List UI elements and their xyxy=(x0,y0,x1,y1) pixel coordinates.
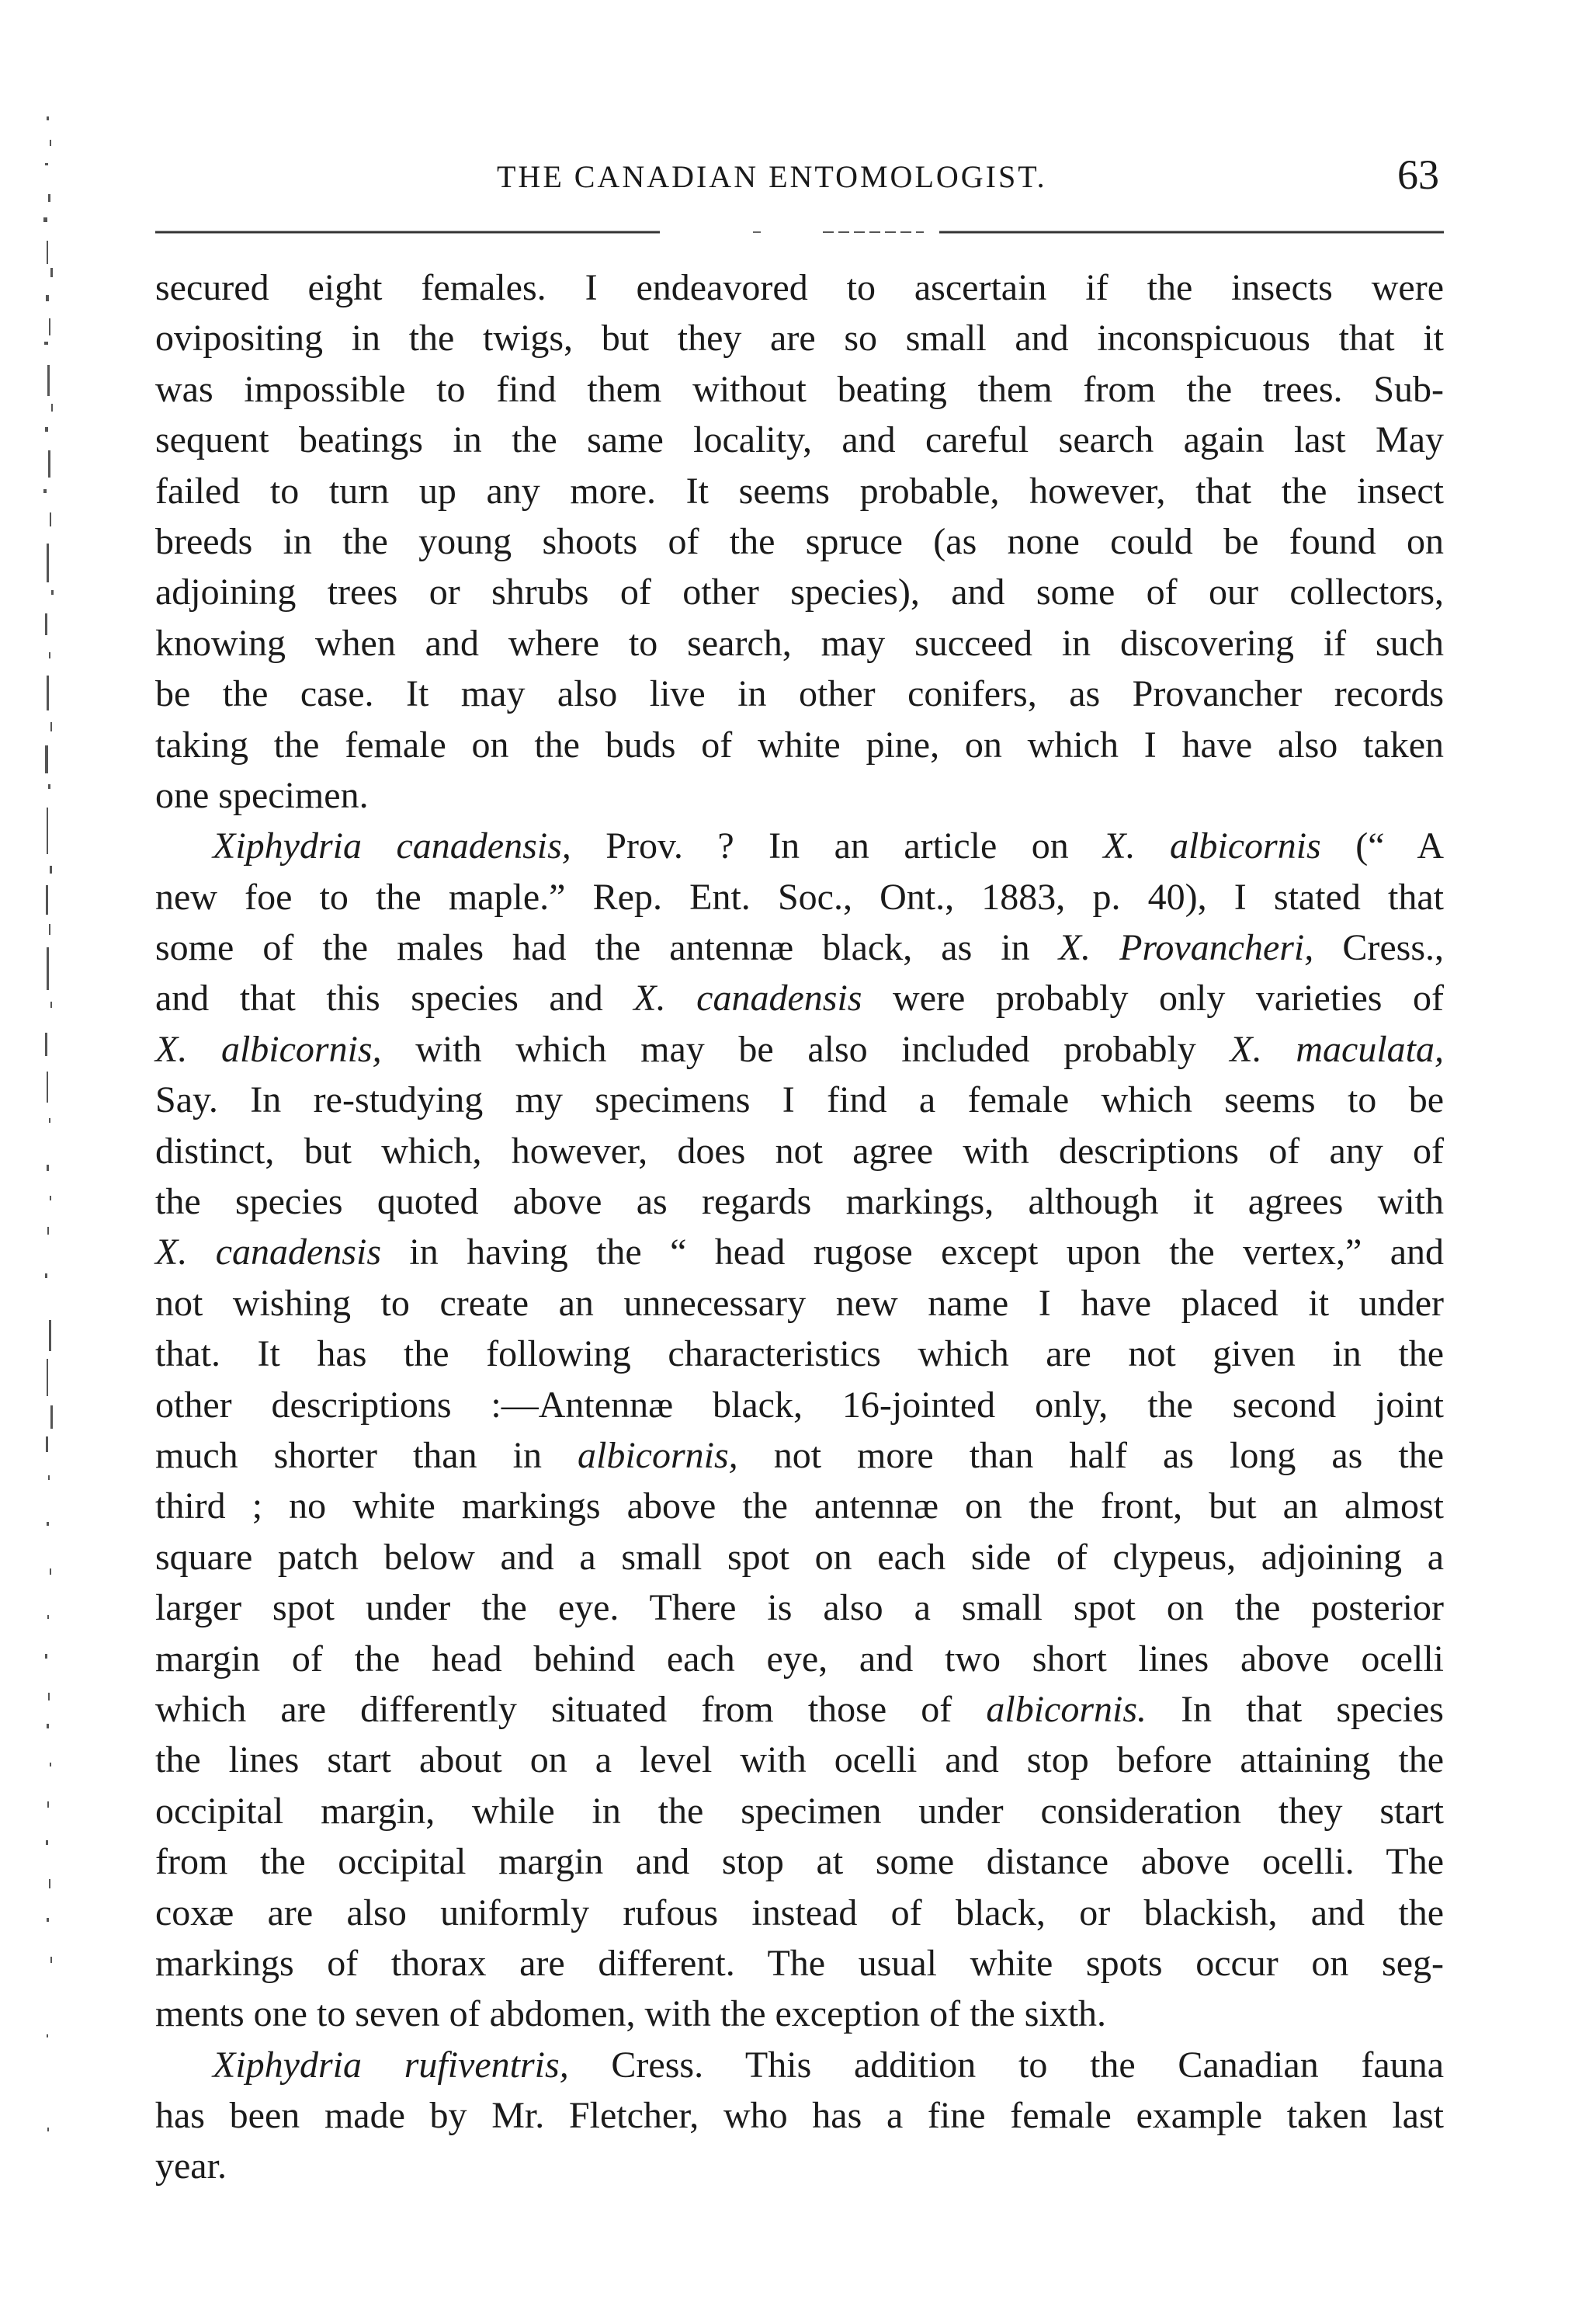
text-run: year. xyxy=(155,2145,227,2187)
text-run: other descriptions :—Antennæ black, 16-jointed only, the second joint xyxy=(155,1384,1444,1426)
running-header xyxy=(155,148,1444,210)
text-run: with which may be also included probably xyxy=(381,1028,1230,1070)
text-run: which are differently situated from those of xyxy=(155,1688,987,1730)
text-line xyxy=(155,1126,1444,1176)
paragraph xyxy=(155,2040,1444,2192)
text-line: failed to turn up any more. It seems probable, however, that the insect xyxy=(155,470,1444,512)
italic-run: Xiphydria canadensis, xyxy=(213,825,571,867)
text-line: was impossible to find them without beating them from the trees. Sub- xyxy=(155,368,1444,410)
text-run: has been made by Mr. Fletcher, who has a fine female example taken last xyxy=(155,2095,1444,2137)
text-line xyxy=(155,1684,1444,1735)
text-line xyxy=(155,2040,1444,2090)
text-line xyxy=(155,1481,1444,1531)
text-run: Cress., xyxy=(1313,927,1445,969)
italic-run: albicornis. xyxy=(986,1688,1147,1730)
article-body xyxy=(155,262,1444,2192)
italic-run: X. maculata, xyxy=(1230,1028,1445,1070)
text-line: breeds in the young shoots of the spruce (as none could be found on xyxy=(155,520,1444,562)
text-run: some of the males had the antennæ black, as in xyxy=(155,927,1059,969)
text-line xyxy=(155,1938,1444,1989)
text-line: taking the female on the buds of white pine, on which I have also taken xyxy=(155,724,1444,766)
text-run: ments one to seven of abdomen, with the exception of the sixth. xyxy=(155,1993,1107,2035)
text-line: be the case. It may also live in other conifers, as Provancher records xyxy=(155,673,1444,715)
text-run: In that species xyxy=(1147,1688,1444,1730)
text-run: much shorter than in xyxy=(155,1434,578,1476)
text-run: Cress. This addition to the Canadian fauna xyxy=(568,2044,1444,2086)
text-line xyxy=(155,1735,1444,1785)
text-line xyxy=(155,1024,1444,1075)
text-line xyxy=(155,1380,1444,1430)
text-line xyxy=(155,1634,1444,1684)
text-run: not wishing to create an unnecessary new name I have placed it under xyxy=(155,1282,1444,1324)
text-run: square patch below and a small spot on each side of clypeus, adjoining a xyxy=(155,1536,1444,1578)
text-line xyxy=(155,2141,1444,2191)
italic-run: X. canadensis xyxy=(155,1231,381,1273)
text-line xyxy=(155,1227,1444,1277)
italic-run: X. Provancheri, xyxy=(1058,927,1314,969)
text-run: not more than half as long as the xyxy=(737,1434,1445,1476)
text-run: Say. In re-studying my specimens I find a female which seems to be xyxy=(155,1079,1444,1121)
text-run: Prov. ? In an article on xyxy=(571,825,1104,867)
text-line xyxy=(155,821,1444,871)
text-line xyxy=(155,1430,1444,1481)
text-run: margin of the head behind each eye, and two short lines above ocelli xyxy=(155,1638,1444,1680)
text-run: (“ A xyxy=(1320,825,1445,867)
text-run: the lines start about on a level with ocelli and stop before attaining the xyxy=(155,1739,1444,1781)
text-run: the species quoted above as regards markings, although it agrees with xyxy=(155,1181,1444,1223)
text-line xyxy=(155,1888,1444,1938)
text-run: that. It has the following characteristics which are not given in the xyxy=(155,1333,1444,1375)
text-line xyxy=(155,1329,1444,1379)
running-title: THE CANADIAN ENTOMOLOGIST. xyxy=(497,159,1047,194)
text-run: markings of thorax are different. The usual white spots occur on seg- xyxy=(155,1942,1444,1984)
text-line xyxy=(155,1176,1444,1227)
text-line xyxy=(155,1075,1444,1125)
binding-edge-speckle xyxy=(23,109,70,2190)
text-line xyxy=(155,1278,1444,1329)
italic-run: X. canadensis xyxy=(633,978,862,1020)
text-run: new foe to the maple.” Rep. Ent. Soc., Ont., 1883, p. 40), I stated that xyxy=(155,876,1444,918)
text-line xyxy=(155,1786,1444,1836)
text-line xyxy=(155,1582,1444,1633)
text-line xyxy=(155,2090,1444,2141)
text-line xyxy=(155,1532,1444,1582)
text-run: larger spot under the eye. There is also a small spot on the posterior xyxy=(155,1587,1444,1629)
italic-run: albicornis, xyxy=(578,1434,738,1476)
header-rule xyxy=(155,230,1444,234)
text-line: sequent beatings in the same locality, and careful search again last May xyxy=(155,419,1444,461)
text-run: coxæ are also uniformly rufous instead of black, or blackish, and the xyxy=(155,1891,1444,1933)
text-run: in having the “ head rugose except upon the vertex,” and xyxy=(381,1231,1444,1273)
paragraph xyxy=(155,821,1444,2039)
paragraph xyxy=(155,262,1444,821)
text-line: knowing when and where to search, may succeed in discovering if such xyxy=(155,622,1444,664)
italic-run: Xiphydria rufiventris, xyxy=(213,2044,569,2086)
text-line xyxy=(155,973,1444,1023)
text-run: and that this species and xyxy=(155,978,634,1020)
italic-run: X. albicornis, xyxy=(155,1028,382,1070)
text-line xyxy=(155,1836,1444,1887)
page-number: 63 xyxy=(1397,151,1439,198)
text-line: secured eight females. I endeavored to ascertain if the insects were xyxy=(155,267,1444,308)
text-line: one specimen. xyxy=(155,774,369,816)
text-run: occipital margin, while in the specimen under consideration they start xyxy=(155,1790,1444,1832)
text-line: ovipositing in the twigs, but they are so small and inconspicuous that it xyxy=(155,318,1444,360)
text-run: were probably only varieties of xyxy=(862,978,1445,1020)
text-line xyxy=(155,872,1444,922)
text-line xyxy=(155,1989,1444,2039)
text-run: from the occipital margin and stop at some distance above ocelli. The xyxy=(155,1841,1444,1883)
text-run: third ; no white markings above the antennæ on the front, but an almost xyxy=(155,1485,1444,1527)
text-line: adjoining trees or shrubs of other species), and some of our collectors, xyxy=(155,571,1444,613)
text-run: distinct, but which, however, does not agree with descriptions of any of xyxy=(155,1130,1444,1172)
italic-run: X. albicornis xyxy=(1103,825,1321,867)
text-line xyxy=(155,922,1444,973)
